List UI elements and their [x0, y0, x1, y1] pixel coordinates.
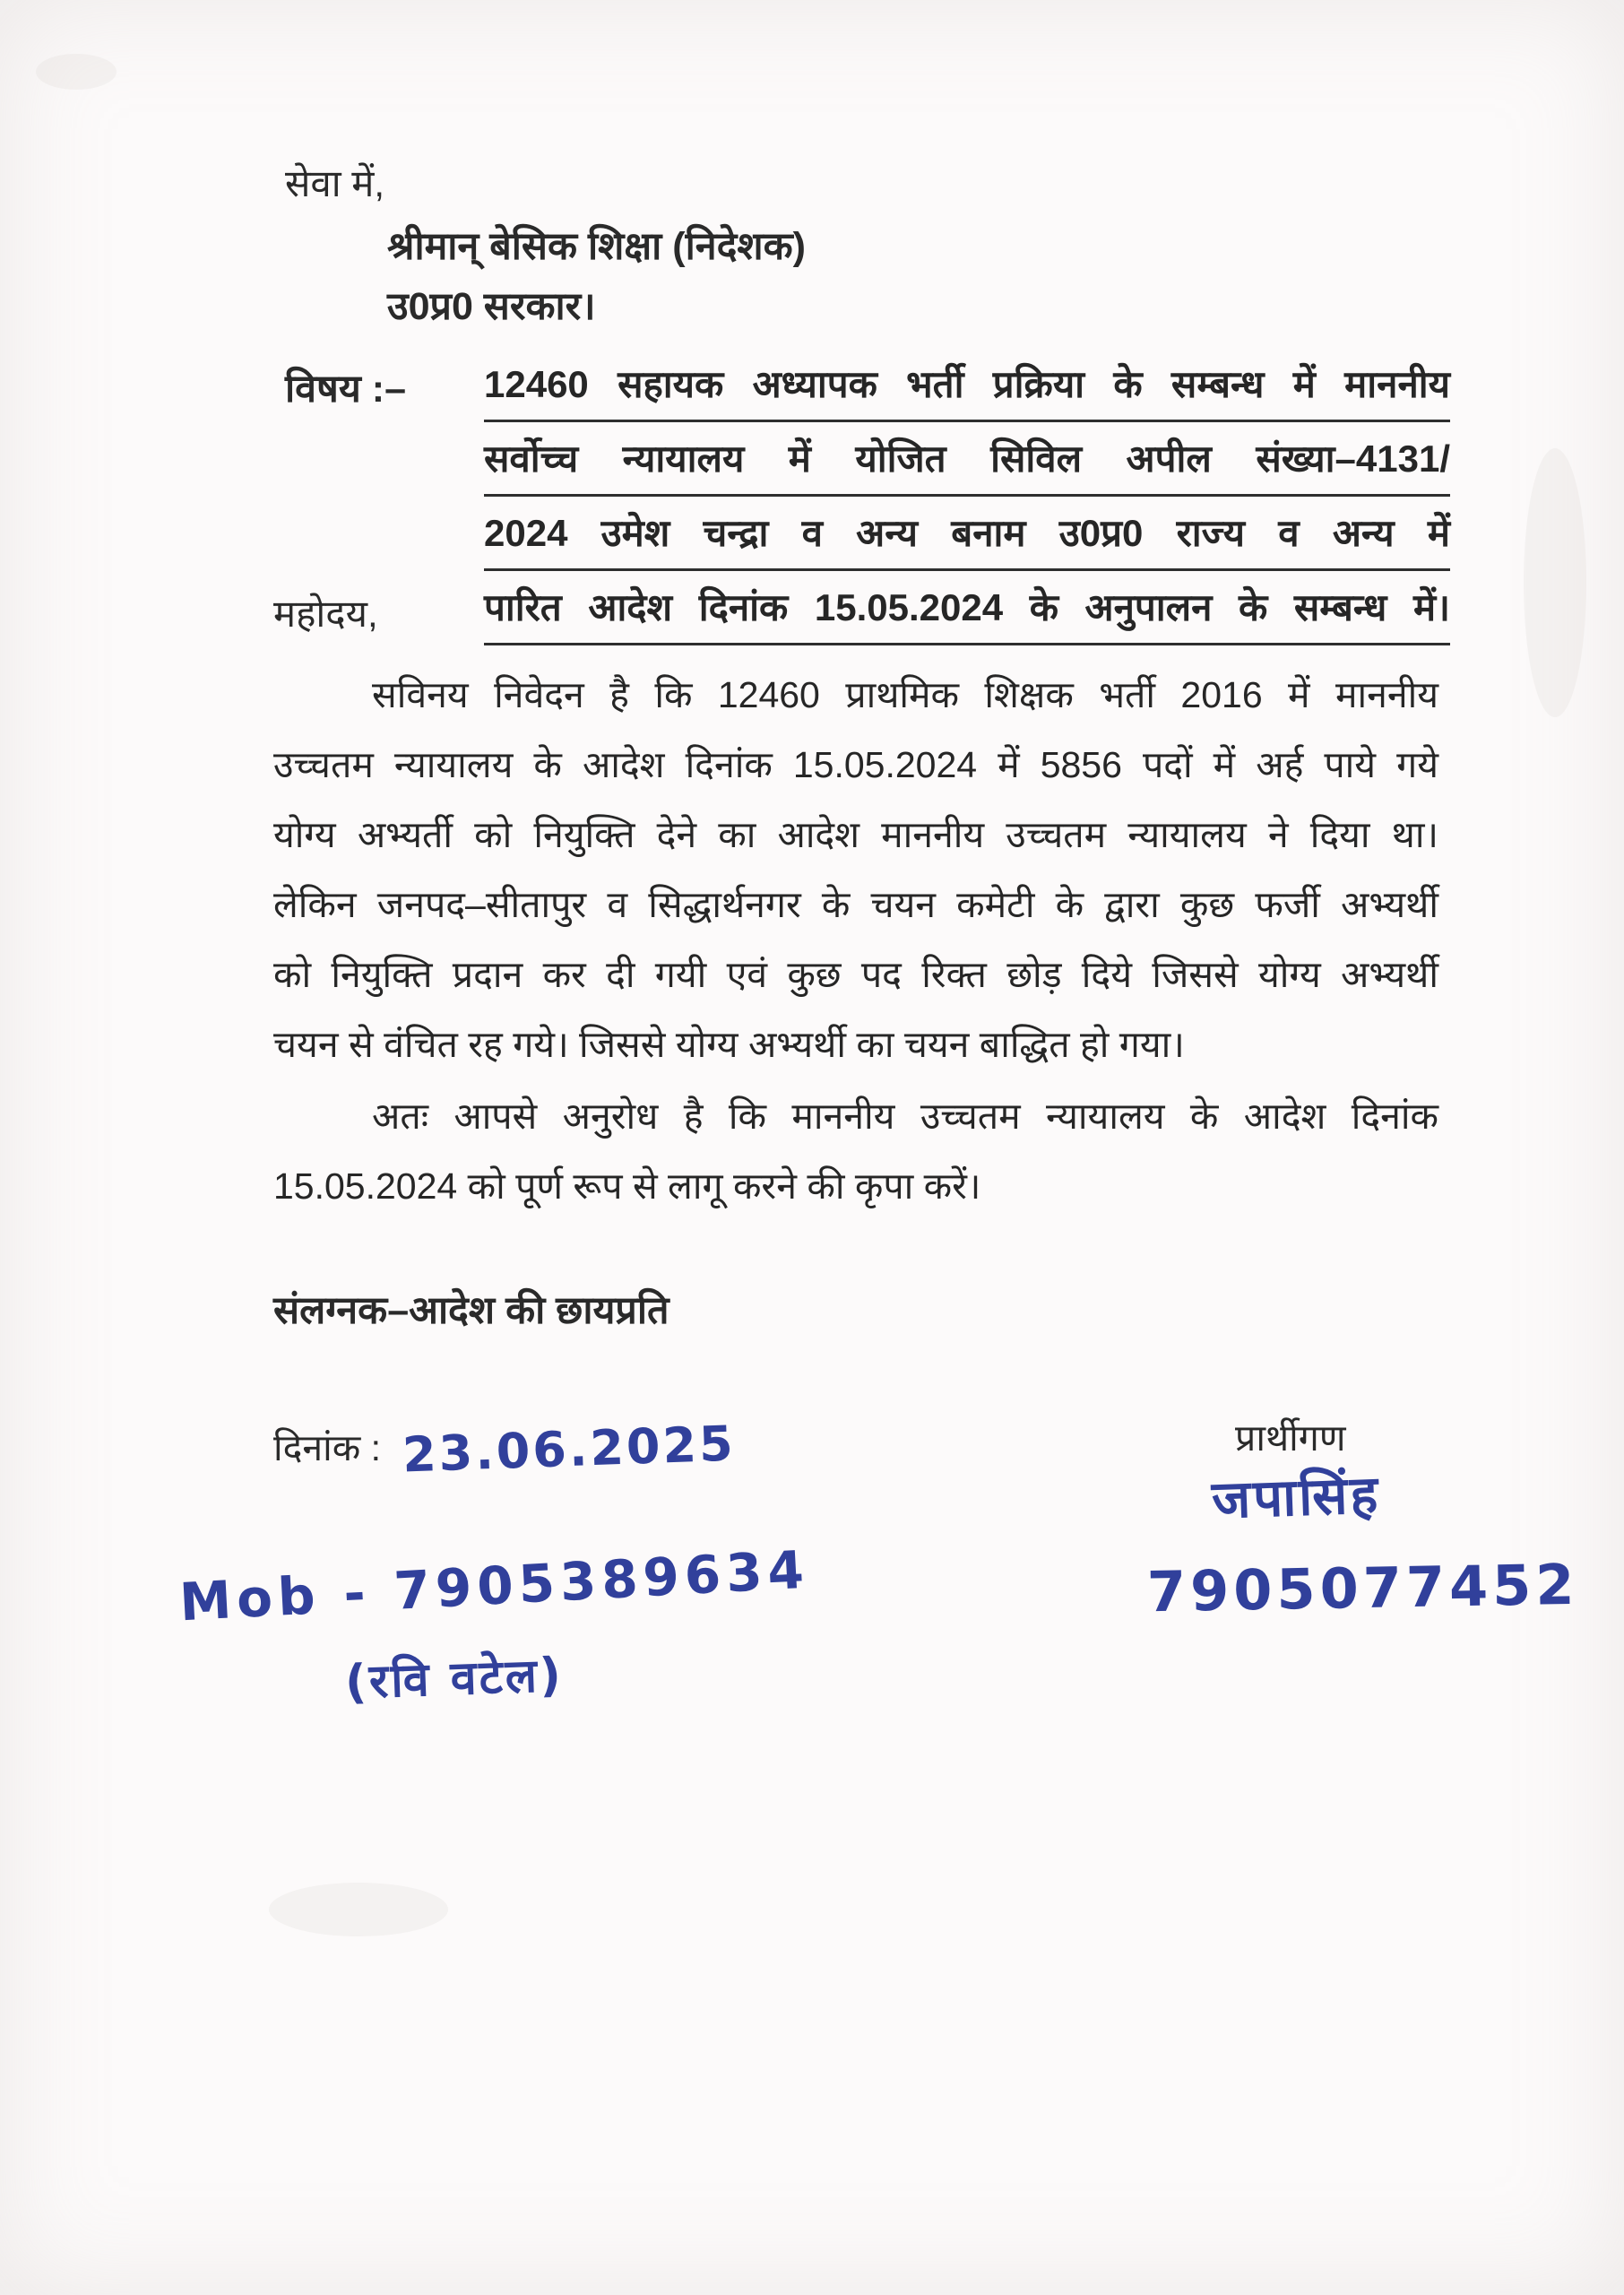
- body-line: योग्य अभ्यर्ती को नियुक्ति देने का आदेश माननीय उच्चतम न्यायालय ने दिया था।: [273, 814, 1438, 855]
- applicants-label: प्रार्थीगण: [1235, 1417, 1346, 1459]
- subject-line: 12460 सहायक अध्यापक भर्ती प्रक्रिया के सम्बन्ध में माननीय: [484, 357, 1450, 422]
- body-line: अतः आपसे अनुरोध है कि माननीय उच्चतम न्यायालय के आदेश दिनांक: [372, 1096, 1438, 1137]
- scan-smudge: [36, 54, 117, 90]
- scan-smudge: [269, 1883, 448, 1936]
- handwritten-phone-right: 7905077452: [1146, 1551, 1580, 1625]
- salutation: सेवा में,: [285, 162, 385, 204]
- body-paragraph-2: [273, 1089, 1438, 1229]
- scan-smudge: [1524, 448, 1586, 717]
- subject-line: पारित आदेश दिनांक 15.05.2024 के अनुपालन के सम्बन्ध में।: [484, 580, 1450, 645]
- body-line: सविनय निवेदन है कि 12460 प्राथमिक शिक्षक भर्ती 2016 में माननीय: [372, 674, 1438, 715]
- body-line: उच्चतम न्यायालय के आदेश दिनांक 15.05.2024 में 5856 पदों में अर्ह पाये गये: [273, 744, 1438, 785]
- body-line: को नियुक्ति प्रदान कर दी गयी एवं कुछ पद रिक्त छोड़ दिये जिससे योग्य अभ्यर्थी: [273, 954, 1438, 995]
- handwritten-name-left: (रवि वटेल): [344, 1648, 565, 1710]
- enclosure-note: संलग्नक–आदेश की छायप्रति: [273, 1289, 669, 1332]
- addressee-government: उ0प्र0 सरकार।: [387, 285, 596, 328]
- body-paragraph-1: [273, 668, 1438, 1087]
- handwritten-signature: जपासिंह: [1210, 1463, 1382, 1531]
- addressee-title: श्रीमान् बेसिक शिक्षा (निदेशक): [387, 225, 807, 268]
- subject-line: 2024 उमेश चन्द्रा व अन्य बनाम उ0प्र0 राज्य व अन्य में: [484, 506, 1450, 571]
- date-row: [273, 1415, 737, 1484]
- body-line: चयन से वंचित रह गये। जिससे योग्य अभ्यर्थी का चयन बाद्धित हो गया।: [273, 1024, 1185, 1065]
- body-line: 15.05.2024 को पूर्ण रूप से लागू करने की कृपा करें।: [273, 1165, 981, 1207]
- handwritten-mobile-left: Mob - 7905389634: [177, 1538, 811, 1633]
- subject-label: विषय :–: [285, 368, 407, 411]
- date-label: दिनांक :: [273, 1427, 382, 1468]
- subject-line: सर्वोच्च न्यायालय में योजित सिविल अपील संख्या–4131/: [484, 431, 1450, 497]
- subject-block: [484, 357, 1450, 654]
- handwritten-date: 23.06.2025: [402, 1415, 737, 1484]
- greeting: महोदय,: [273, 593, 378, 635]
- body-line: लेकिन जनपद–सीतापुर व सिद्धार्थनगर के चयन कमेटी के द्वारा कुछ फर्जी अभ्यर्थी: [273, 884, 1438, 925]
